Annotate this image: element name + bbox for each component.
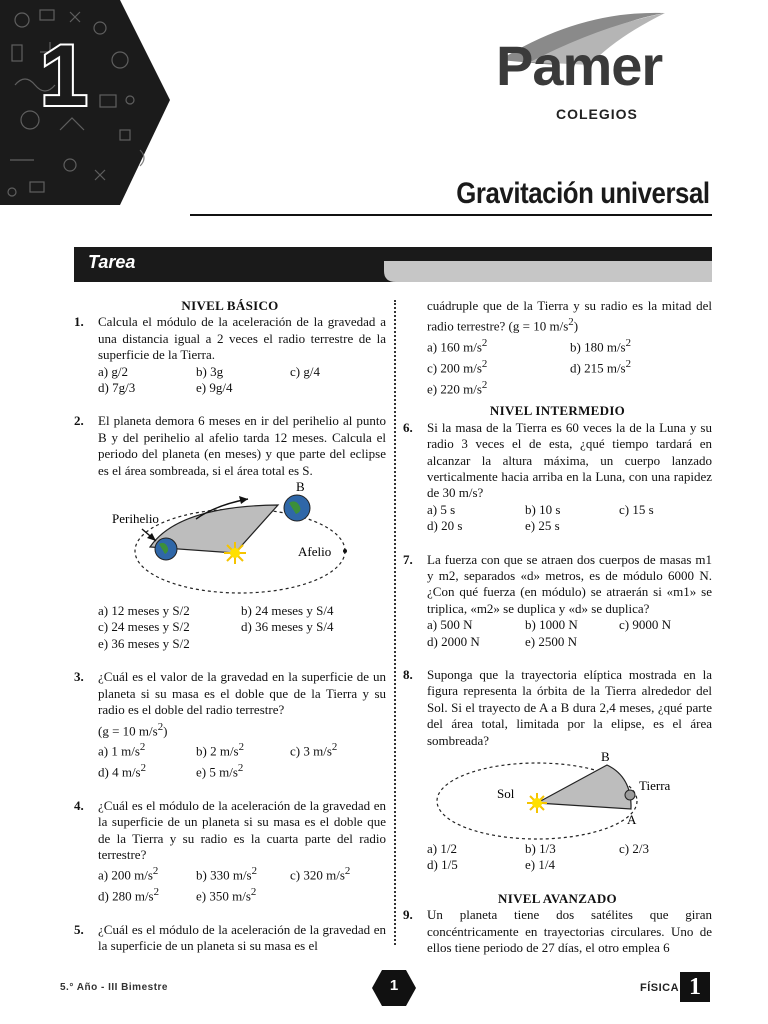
option: a) g/2 bbox=[98, 363, 128, 379]
footer-subject: FÍSICA bbox=[640, 982, 680, 994]
section-label: Tarea bbox=[88, 252, 136, 272]
brand-name: Pamer bbox=[496, 34, 663, 97]
option: c) 15 s bbox=[619, 501, 654, 517]
title-underline bbox=[190, 214, 712, 216]
problem-number: 5. bbox=[74, 921, 84, 937]
orbit-label-b: B bbox=[296, 481, 305, 495]
option: e) 25 s bbox=[525, 518, 560, 534]
problem-2 bbox=[74, 413, 386, 652]
option: a) 500 N bbox=[427, 617, 473, 633]
option: a) 160 $m/s^2$ bbox=[427, 337, 488, 355]
footer-grade: 5.° Año - III Bimestre bbox=[60, 982, 168, 993]
option: b) 180 $m/s^2$ bbox=[570, 337, 632, 355]
option: d) 215 $m/s^2$ bbox=[570, 357, 632, 376]
problem-number: 6. bbox=[403, 419, 413, 435]
unit-number: 1 bbox=[40, 28, 88, 124]
option: e) 2500 N bbox=[525, 633, 577, 649]
option: c) 320 $m/s^2$ bbox=[290, 865, 351, 883]
option: e) 9g/4 bbox=[196, 380, 233, 396]
option: b) 24 meses y S/4 bbox=[241, 603, 334, 619]
problem-6 bbox=[403, 420, 712, 535]
problem-number: 4. bbox=[74, 797, 84, 813]
problem-7 bbox=[403, 552, 712, 650]
problem-text-part-2: cuádruple que de la Tierra y su radio es la mitad del radio terrestre? (g = 10 $m/s^2$) bbox=[427, 298, 712, 334]
orbit-label-sol: Sol bbox=[497, 786, 515, 802]
answer-options bbox=[427, 841, 712, 874]
answer-options bbox=[98, 603, 386, 652]
column-divider bbox=[394, 300, 396, 945]
orbit-diagram-earth-sun bbox=[427, 751, 697, 841]
option: b) 330 $m/s^2$ bbox=[196, 865, 258, 883]
problem-4 bbox=[74, 798, 386, 905]
section-bar bbox=[74, 247, 712, 282]
option: b) 3g bbox=[196, 363, 224, 379]
problem-text: La fuerza con que se atraen dos cuerpos de masas m1 y m2, separados «d» metros, es de módulo 6000 N. ¿Con qué fuerza (en módulo) se atraerán si «m1» se triplica, «m2» se duplica y «d» se duplica? bbox=[427, 551, 712, 616]
answer-options bbox=[427, 617, 712, 650]
option: d) 36 meses y S/4 bbox=[241, 619, 334, 635]
option: e) 5 $m/s^2$ bbox=[196, 761, 244, 780]
option: e) 1/4 bbox=[525, 857, 555, 873]
option: c) g/4 bbox=[290, 363, 320, 379]
problem-9 bbox=[403, 907, 712, 956]
option: a) 200 $m/s^2$ bbox=[98, 865, 159, 883]
problem-5 bbox=[74, 922, 386, 955]
orbit-label-a: A bbox=[627, 812, 637, 828]
given-value: (g = 10 $m/s^2$) bbox=[98, 720, 168, 738]
level-heading: NIVEL INTERMEDIO bbox=[489, 403, 626, 419]
problem-number: 2. bbox=[74, 413, 84, 429]
answer-options bbox=[427, 502, 712, 535]
orbit-label-afelio: Afelio bbox=[298, 544, 332, 560]
option: d) 2000 N bbox=[427, 633, 480, 649]
page-title: Gravitación universal bbox=[456, 177, 710, 210]
orbit-label-perihelio: Perihelio bbox=[112, 511, 159, 527]
option: d) 4 $m/s^2$ bbox=[98, 761, 147, 780]
answer-options bbox=[427, 335, 712, 397]
problem-text: Un planeta tiene dos satélites que giran concéntricamente en trayectorias circulares. Uno de ellos tiene periodo de 27 días, el otro emplea 6 bbox=[427, 907, 712, 956]
option: d) 1/5 bbox=[427, 857, 458, 873]
problem-text: El planeta demora 6 meses en ir del perihelio al punto B y del perihelio al afelio tarda 12 meses. Calcula el periodo del planeta (en meses) y que parte del eclipse es el área sombreada, si el área total es S. bbox=[98, 413, 386, 478]
answer-options bbox=[98, 739, 386, 780]
problem-text: Calcula el módulo de la aceleración de la gravedad a una distancia igual a 2 veces el radio terrestre de la superficie de la Tierra. bbox=[98, 314, 386, 363]
option: e) 36 meses y S/2 bbox=[98, 635, 190, 651]
problem-number: 1. bbox=[74, 314, 84, 330]
right-column bbox=[403, 298, 712, 957]
option: d) 7g/3 bbox=[98, 380, 136, 396]
problem-5-continued bbox=[403, 298, 712, 397]
answer-options bbox=[98, 364, 386, 397]
option: d) 20 s bbox=[427, 518, 463, 534]
option: c) 24 meses y S/2 bbox=[98, 619, 190, 635]
option: c) 3 $m/s^2$ bbox=[290, 741, 338, 759]
problem-text: Si la masa de la Tierra es 60 veces la de la Luna y su radio 3 veces el de esta, ¿qué tiempo tardará en alcanzar la altura máxima, un cuerpo lanzado verticalmente hacia arriba en la Luna, con una rapidez de 30 m/s? bbox=[427, 419, 712, 501]
orbit-diagram-perihelion bbox=[98, 481, 354, 599]
option: b) 10 s bbox=[525, 501, 561, 517]
problem-text: ¿Cuál es el módulo de la aceleración de la gravedad en la superficie de un planeta si su masa es el doble que de la Tierra y su radio es la cuarta parte del radio terrestre? bbox=[98, 797, 386, 862]
option: a) 5 s bbox=[427, 501, 456, 517]
problem-text: ¿Cuál es el valor de la gravedad en la superficie de un planeta si su masa es el doble que de la Tierra y su radio es el doble del radio terrestre? bbox=[98, 669, 386, 718]
left-column bbox=[74, 298, 386, 955]
footer-unit-number: 1 bbox=[680, 972, 710, 1002]
option: b) 1/3 bbox=[525, 841, 556, 857]
page-number: 1 bbox=[389, 977, 399, 994]
option: e) 220 $m/s^2$ bbox=[427, 378, 488, 396]
orbit-label-b: B bbox=[601, 751, 610, 765]
problem-1 bbox=[74, 314, 386, 396]
level-heading: NIVEL AVANZADO bbox=[498, 890, 617, 906]
problem-number: 7. bbox=[403, 551, 413, 567]
option: c) 200 $m/s^2$ bbox=[427, 357, 488, 376]
brand-subtitle: COLEGIOS bbox=[556, 106, 638, 122]
problem-3 bbox=[74, 669, 386, 780]
option: a) 1 $m/s^2$ bbox=[98, 741, 146, 759]
option: a) 12 meses y S/2 bbox=[98, 603, 190, 619]
option: b) 1000 N bbox=[525, 617, 578, 633]
option: b) 2 $m/s^2$ bbox=[196, 741, 245, 759]
option: c) 2/3 bbox=[619, 841, 649, 857]
problem-8 bbox=[403, 667, 712, 874]
option: d) 280 $m/s^2$ bbox=[98, 886, 160, 904]
option: c) 9000 N bbox=[619, 617, 671, 633]
problem-text: Suponga que la trayectoria elíptica mostrada en la figura representa la órbita de la Tierra alrededor del Sol. Si el trayecto de A a B dura 2,4 meses, ¿qué parte del área total, limitada por la elipse, es el área sombreada? bbox=[427, 667, 712, 748]
problem-number: 9. bbox=[403, 907, 413, 923]
option: e) 350 $m/s^2$ bbox=[196, 886, 257, 904]
orbit-label-tierra: Tierra bbox=[639, 778, 671, 794]
problem-text-part-1: ¿Cuál es el módulo de la aceleración de la gravedad en la superficie de un planeta si su masa es el bbox=[98, 921, 386, 954]
problem-number: 8. bbox=[403, 667, 413, 683]
option: a) 1/2 bbox=[427, 841, 457, 857]
answer-options bbox=[98, 863, 386, 904]
level-heading: NIVEL BÁSICO bbox=[181, 298, 279, 313]
problem-number: 3. bbox=[74, 669, 84, 685]
unit-corner-graphic bbox=[0, 0, 170, 205]
